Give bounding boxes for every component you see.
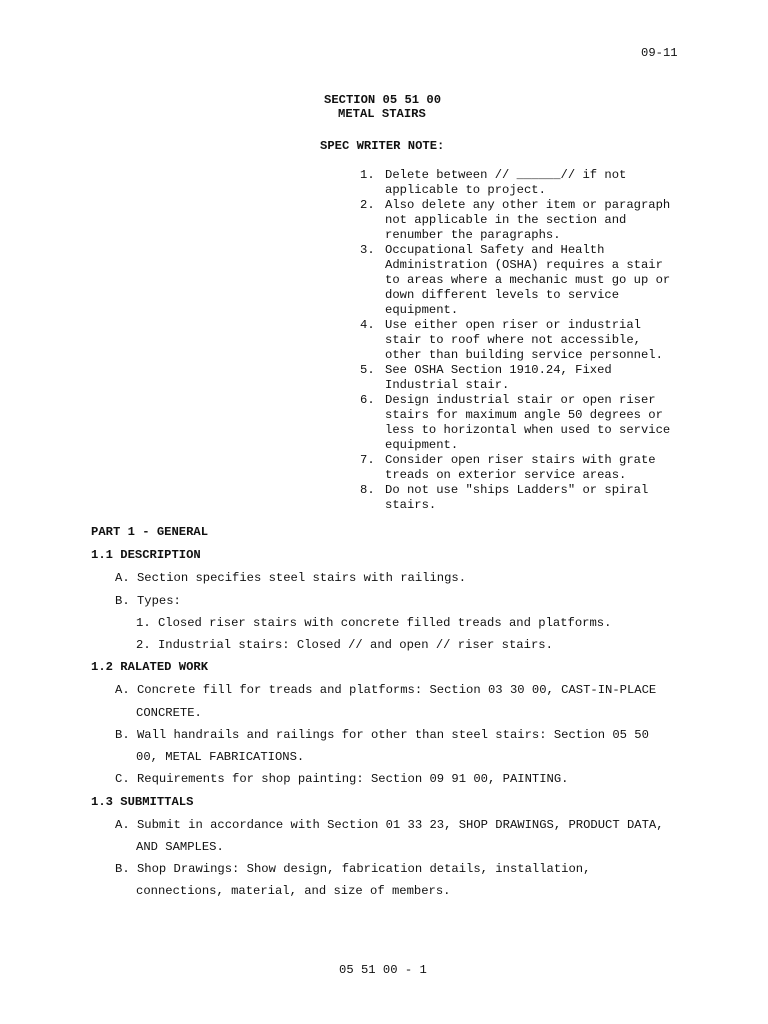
spec-note-number: 2. bbox=[360, 198, 375, 212]
spec-note-number: 6. bbox=[360, 393, 375, 407]
spec-note-line: equipment. bbox=[385, 303, 459, 317]
spec-note-line: to areas where a mechanic must go up or bbox=[385, 273, 671, 287]
description-heading: 1.1 DESCRIPTION bbox=[91, 548, 201, 562]
spec-writer-note-list bbox=[360, 168, 670, 513]
spec-note-line: Design industrial stair or open riser bbox=[385, 393, 656, 407]
spec-note-line: Administration (OSHA) requires a stair bbox=[385, 258, 663, 272]
spec-note-line: See OSHA Section 1910.24, Fixed bbox=[385, 363, 612, 377]
spec-note-number: 7. bbox=[360, 453, 375, 467]
spec-note-number: 5. bbox=[360, 363, 375, 377]
page-footer-label: 05 51 00 - 1 bbox=[339, 963, 427, 977]
related-work-para-a-line2: CONCRETE. bbox=[136, 706, 202, 720]
part-1-heading: PART 1 - GENERAL bbox=[91, 525, 209, 539]
spec-note-line: Industrial stair. bbox=[385, 378, 510, 392]
spec-note-number: 8. bbox=[360, 483, 375, 497]
related-work-para-c: C. Requirements for shop painting: Section 09 91 00, PAINTING. bbox=[115, 772, 569, 786]
spec-note-line: renumber the paragraphs. bbox=[385, 228, 561, 242]
spec-note-line: other than building service personnel. bbox=[385, 348, 663, 362]
section-number: SECTION 05 51 00 bbox=[324, 93, 442, 107]
spec-note-item bbox=[360, 168, 670, 198]
spec-writer-note-heading: SPEC WRITER NOTE: bbox=[320, 139, 445, 153]
spec-note-line: treads on exterior service areas. bbox=[385, 468, 627, 482]
spec-note-item bbox=[360, 483, 670, 513]
spec-note-line: stairs. bbox=[385, 498, 437, 512]
spec-note-line: less to horizontal when used to service bbox=[385, 423, 671, 437]
spec-note-line: Delete between // ______// if not bbox=[385, 168, 627, 182]
types-item-2: 2. Industrial stairs: Closed // and open // riser stairs. bbox=[136, 638, 553, 652]
related-work-para-b-line2: 00, METAL FABRICATIONS. bbox=[136, 750, 305, 764]
submittals-para-a-line2: AND SAMPLES. bbox=[136, 840, 224, 854]
submittals-heading: 1.3 SUBMITTALS bbox=[91, 795, 194, 809]
spec-note-line: Consider open riser stairs with grate bbox=[385, 453, 656, 467]
submittals-para-b-line2: connections, material, and size of members. bbox=[136, 884, 451, 898]
types-item-1: 1. Closed riser stairs with concrete filled treads and platforms. bbox=[136, 616, 612, 630]
spec-note-line: stairs for maximum angle 50 degrees or bbox=[385, 408, 663, 422]
spec-note-item bbox=[360, 393, 670, 453]
spec-note-line: Also delete any other item or paragraph bbox=[385, 198, 671, 212]
spec-note-number: 1. bbox=[360, 168, 375, 182]
submittals-para-b-line1: B. Shop Drawings: Show design, fabrication details, installation, bbox=[115, 862, 591, 876]
spec-note-line: not applicable in the section and bbox=[385, 213, 627, 227]
spec-note-item bbox=[360, 363, 670, 393]
spec-note-line: equipment. bbox=[385, 438, 459, 452]
spec-note-item bbox=[360, 198, 670, 243]
spec-note-line: Occupational Safety and Health bbox=[385, 243, 605, 257]
spec-note-line: Use either open riser or industrial bbox=[385, 318, 641, 332]
spec-note-item bbox=[360, 243, 670, 318]
spec-note-item bbox=[360, 318, 670, 363]
spec-note-number: 4. bbox=[360, 318, 375, 332]
related-work-para-a-line1: A. Concrete fill for treads and platforms: Section 03 30 00, CAST-IN-PLACE bbox=[115, 683, 657, 697]
page-header-code: 09-11 bbox=[641, 46, 678, 60]
description-para-a: A. Section specifies steel stairs with railings. bbox=[115, 571, 467, 585]
spec-note-line: applicable to project. bbox=[385, 183, 546, 197]
related-work-para-b-line1: B. Wall handrails and railings for other than steel stairs: Section 05 50 bbox=[115, 728, 649, 742]
section-title: METAL STAIRS bbox=[338, 107, 426, 121]
spec-note-line: down different levels to service bbox=[385, 288, 620, 302]
related-work-heading: 1.2 RALATED WORK bbox=[91, 660, 209, 674]
spec-note-number: 3. bbox=[360, 243, 375, 257]
spec-note-item bbox=[360, 453, 670, 483]
spec-note-line: stair to roof where not accessible, bbox=[385, 333, 641, 347]
description-para-b: B. Types: bbox=[115, 594, 181, 608]
submittals-para-a-line1: A. Submit in accordance with Section 01 33 23, SHOP DRAWINGS, PRODUCT DATA, bbox=[115, 818, 664, 832]
spec-note-line: Do not use "ships Ladders" or spiral bbox=[385, 483, 649, 497]
